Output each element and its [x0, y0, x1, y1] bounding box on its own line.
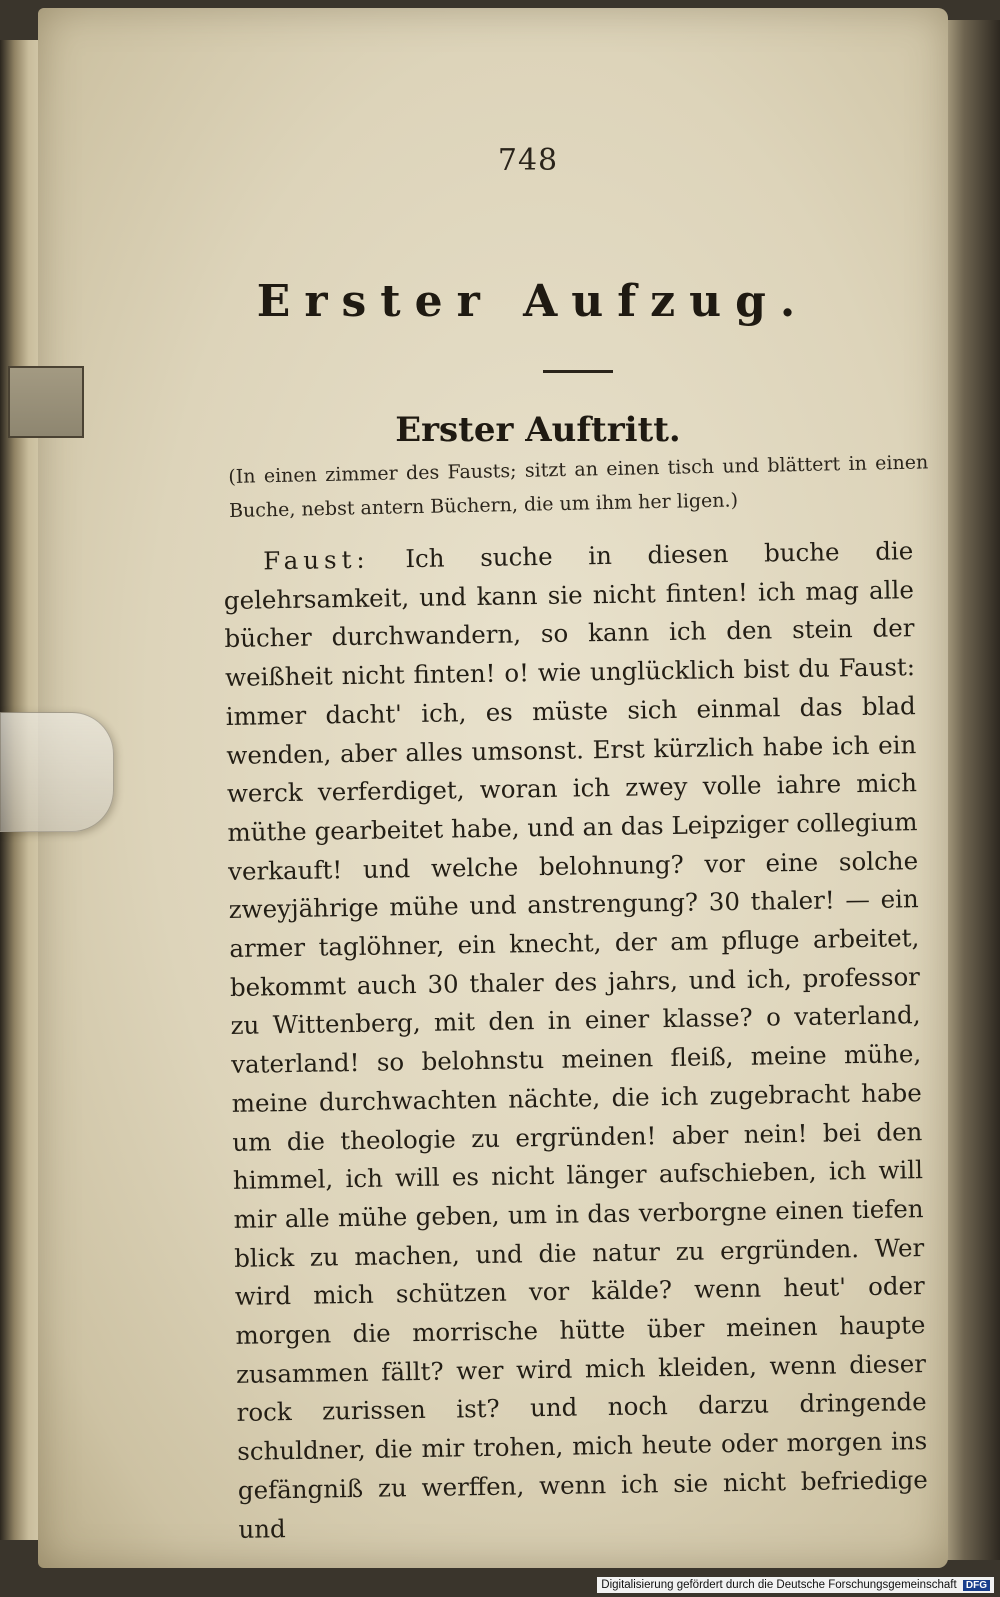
credit-text: Digitalisierung gefördert durch die Deutsche Forschungsgemeinschaft [601, 1579, 957, 1591]
bookmark-tab [8, 366, 84, 438]
speech-paragraph [223, 532, 929, 1549]
speech-text: Ich suche in diesen buche die gelehrsamkeit, und kann sie nicht finten! ich mag alle bücher durchwandern, so kann ich den stein der weißheit nicht finten! o! wie unglücklich bist du Faust: immer dacht' ich, es müste sich einmal das blad wenden, aber alles umsonst. Erst kürzlich habe ich ein werck verferdiget, woran ich zwey volle iahre mich müthe gearbeitet habe, und an das Leipziger collegium verkauft! und welche belohnung? vor eine solche zweyjährige mühe und anstrengung? 30 thaler! — ein armer taglöhner, ein knecht, der am pfluge arbeitet, bekommt auch 30 thaler des jahrs, und ich, professor zu Wittenberg, mit den in einer klasse? o vaterland, vaterland! so belohnstu meinen fleiß, meine mühe, meine durchwachten nächte, die ich zugebracht habe um die theologie zu ergründen! aber nein! bei den himmel, ich will es nicht länger aufschieben, ich will mir alle mühe geben, um in das verborgne einen tiefen blick zu machen, und die natur zu ergründen. Wer wird mich schützen vor kälde? wenn heut' oder morgen die morrische hütte über meinen haupte zusammen fällt? wer wird mich kleiden, wenn dieser rock zurissen ist? und noch darzu dringende schuldner, die mir trohen, mich heute oder morgen ins gefängniß zu werffen, wenn ich sie nicht befriedige und [223, 536, 929, 1544]
stage-direction: (In einen zimmer des Fausts; sitzt an einen tisch und blättert in einen Buche, nebst antern Büchern, die um ihm her ligen.) [228, 451, 929, 522]
digitization-credit [597, 1577, 994, 1593]
act-heading: Erster Aufzug. [256, 276, 810, 327]
page-clip [0, 712, 114, 832]
dfg-logo: DFG [963, 1580, 990, 1591]
divider-rule [543, 370, 613, 373]
page-number: 748 [497, 143, 559, 178]
scene-heading: Erster Auftritt. [395, 410, 681, 450]
book-page [38, 8, 948, 1568]
speaker-name: Faust: [263, 544, 370, 576]
book-edge-right [940, 20, 1000, 1560]
